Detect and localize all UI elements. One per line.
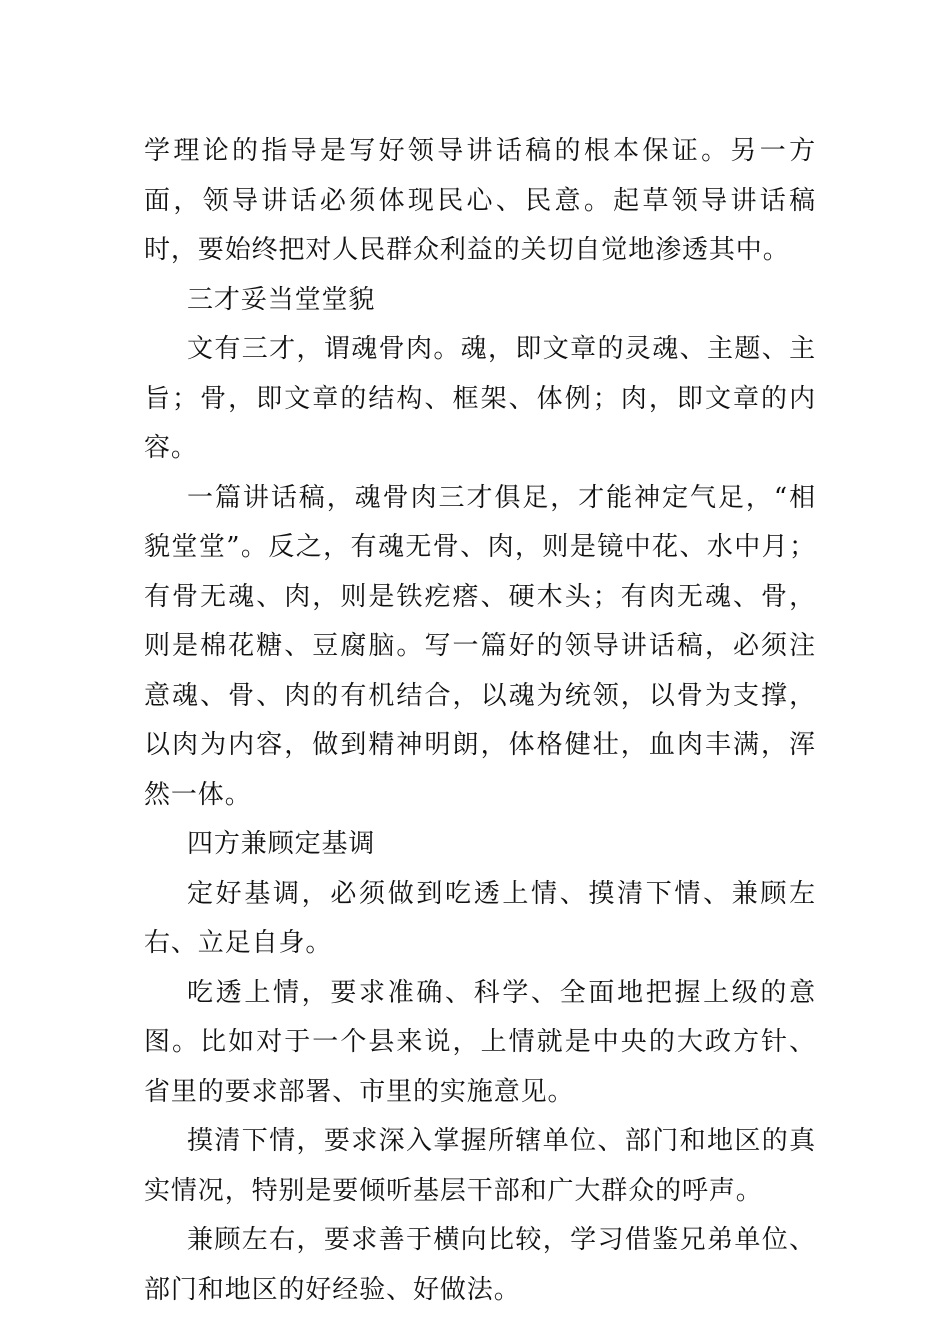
paragraph: 摸清下情，要求深入掌握所辖单位、部门和地区的真实情况，特别是要倾听基层干部和广大群众的呼声。	[144, 1126, 816, 1206]
section-heading-four-aspects: 四方兼顾定基调	[187, 829, 376, 859]
paragraph: 一篇讲话稿，魂骨肉三才俱足，才能神定气足，“相貌堂堂”。反之，有魂无骨、肉，则是镜中花、水中月；有骨无魂、肉，则是铁疙瘩、硬木头；有肉无魂、骨，则是棉花糖、豆腐脑。写一篇好的领导讲话稿，必须注意魂、骨、肉的有机结合，以魂为统领，以骨为支撑，以肉为内容，做到精神明朗，体格健壮，血肉丰满，浑然一体。	[144, 482, 816, 810]
section-heading-three-talents: 三才妥当堂堂貌	[187, 284, 376, 315]
paragraph: 兼顾左右，要求善于横向比较，学习借鉴兄弟单位、部门和地区的好经验、好做法。	[144, 1225, 816, 1305]
paragraph: 文有三才，谓魂骨肉。魂，即文章的灵魂、主题、主旨；骨，即文章的结构、框架、体例；肉，即文章的内容。	[144, 334, 816, 463]
paragraph: 定好基调，必须做到吃透上情、摸清下情、兼顾左右、立足自身。	[144, 878, 816, 958]
document-body	[144, 127, 816, 1315]
paragraph-continuation: 学理论的指导是写好领导讲话稿的根本保证。另一方面，领导讲话必须体现民心、民意。起草领导讲话稿时，要始终把对人民群众利益的关切自觉地渗透其中。	[144, 136, 816, 265]
paragraph: 吃透上情，要求准确、科学、全面地把握上级的意图。比如对于一个县来说，上情就是中央的大政方针、省里的要求部署、市里的实施意见。	[144, 977, 816, 1107]
